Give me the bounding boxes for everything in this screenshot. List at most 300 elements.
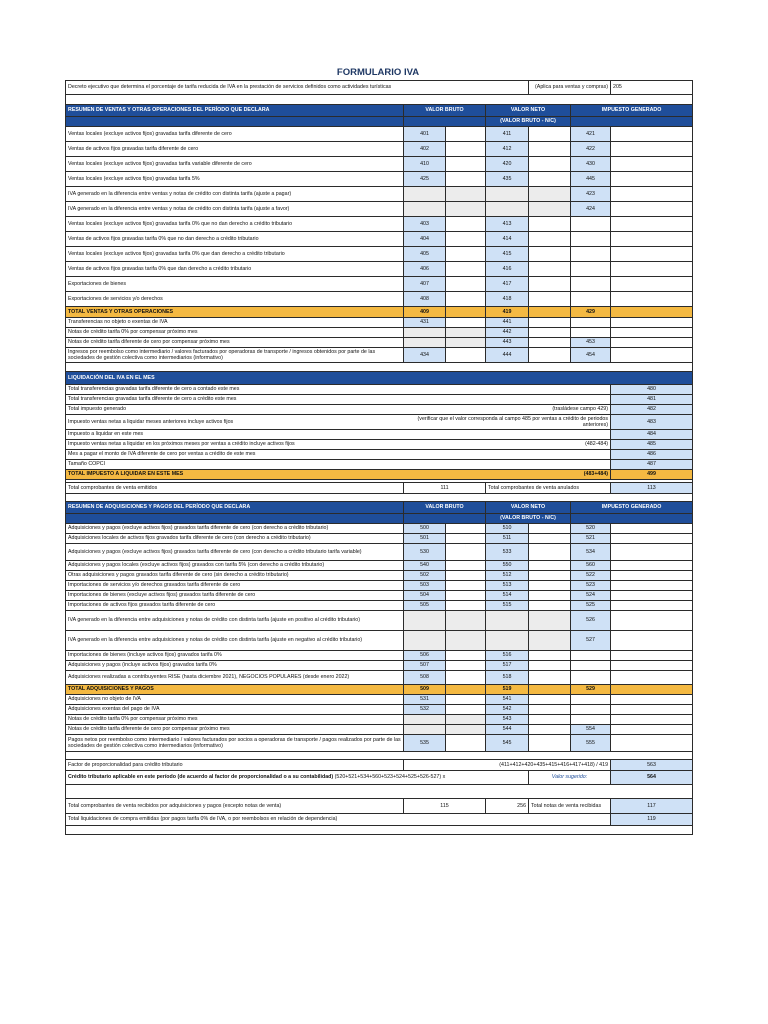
code-bruto: 503 <box>404 581 446 591</box>
code-neto: 413 <box>486 217 529 232</box>
value-bruto[interactable] <box>446 735 486 752</box>
value-neto[interactable] <box>529 534 571 544</box>
value-bruto[interactable] <box>446 524 486 534</box>
code-bruto: 502 <box>404 571 446 581</box>
value-bruto[interactable] <box>446 307 486 318</box>
code-bruto: 501 <box>404 534 446 544</box>
value-bruto[interactable] <box>446 685 486 695</box>
code-impuesto <box>571 217 611 232</box>
code-neto: 415 <box>486 247 529 262</box>
value-neto[interactable] <box>529 292 571 307</box>
value-neto[interactable] <box>529 232 571 247</box>
value-neto[interactable] <box>529 661 571 671</box>
code: 482 <box>611 405 693 415</box>
value-bruto[interactable] <box>446 232 486 247</box>
row-label: Notas de crédito tarifa diferente de cero por compensar próximo mes <box>66 338 404 348</box>
table-row <box>66 631 693 651</box>
value-impuesto <box>611 232 693 247</box>
table-row <box>66 187 693 202</box>
code-bruto: 402 <box>404 142 446 157</box>
row-label: Mes a pagar el monto de IVA diferente de cero por ventas a crédito de este mes <box>66 450 404 460</box>
code-impuesto: 424 <box>571 202 611 217</box>
value-bruto[interactable] <box>446 651 486 661</box>
blank <box>66 117 404 127</box>
code: 111 <box>404 483 486 494</box>
value-impuesto[interactable] <box>611 307 693 318</box>
row-label: Importaciones de servicios y/o derechos gravados tarifa diferente de cero <box>66 581 404 591</box>
code-neto: 417 <box>486 277 529 292</box>
value-impuesto[interactable] <box>611 157 693 172</box>
code-bruto: 405 <box>404 247 446 262</box>
comprobantes-compra-row <box>66 799 693 814</box>
code-impuesto: 534 <box>571 544 611 561</box>
code-bruto <box>404 631 446 651</box>
value-impuesto[interactable] <box>611 142 693 157</box>
code-neto: 519 <box>486 685 529 695</box>
row-label: Ventas locales (excluye activos fijos) gravadas tarifa variable diferente de cero <box>66 157 404 172</box>
value-neto[interactable] <box>529 328 571 338</box>
table-row <box>66 581 693 591</box>
value-neto[interactable] <box>529 142 571 157</box>
value-bruto <box>446 611 486 631</box>
value-impuesto[interactable] <box>611 187 693 202</box>
code: 117 <box>611 799 693 814</box>
value-impuesto[interactable] <box>611 338 693 348</box>
value-neto[interactable] <box>529 571 571 581</box>
code-neto: 533 <box>486 544 529 561</box>
table-row <box>66 705 693 715</box>
form-table <box>65 80 693 835</box>
code: 484 <box>611 430 693 440</box>
code-impuesto <box>571 671 611 685</box>
blank <box>404 117 486 127</box>
end-row <box>66 826 693 835</box>
value-bruto <box>446 725 486 735</box>
code-bruto: 410 <box>404 157 446 172</box>
code-bruto: 434 <box>404 348 446 363</box>
row-label: Total liquidaciones de compra emitidas (por pagos tarifa 0% de IVA, o por reembolsos en relación de dependencia) <box>66 814 611 826</box>
value-neto[interactable] <box>529 725 571 735</box>
value-impuesto[interactable] <box>611 631 693 651</box>
value-bruto <box>446 328 486 338</box>
value-bruto[interactable] <box>446 217 486 232</box>
row-note <box>404 460 611 470</box>
table-row <box>66 338 693 348</box>
iva-form-sheet <box>65 65 691 835</box>
liquidacion-header <box>66 372 693 385</box>
code-impuesto <box>571 328 611 338</box>
value-bruto[interactable] <box>446 277 486 292</box>
code-bruto: 504 <box>404 591 446 601</box>
code-impuesto <box>571 247 611 262</box>
value-neto[interactable] <box>529 524 571 534</box>
value-impuesto <box>611 671 693 685</box>
code-bruto: 535 <box>404 735 446 752</box>
table-row <box>66 232 693 247</box>
ventas-subheader <box>66 117 693 127</box>
row-label: Total comprobantes de venta anulados <box>486 483 611 494</box>
table-row <box>66 217 693 232</box>
value-neto[interactable] <box>529 277 571 292</box>
code-impuesto: 523 <box>571 581 611 591</box>
value-bruto[interactable] <box>446 247 486 262</box>
code-bruto <box>404 328 446 338</box>
table-row <box>66 395 693 405</box>
value-neto[interactable] <box>529 591 571 601</box>
code-bruto: 431 <box>404 318 446 328</box>
section-title: LIQUIDACIÓN DEL IVA EN EL MES <box>66 372 693 385</box>
row-note: (trasládese campo 429) <box>404 405 611 415</box>
row-label: Adquisiciones realizadas a contribuyentes RISE (hasta diciembre 2021), NEGOCIOS POPULARES (desde enero 2022) <box>66 671 404 685</box>
table-row <box>66 524 693 534</box>
value-impuesto <box>611 328 693 338</box>
value-neto[interactable] <box>529 671 571 685</box>
value-bruto[interactable] <box>446 601 486 611</box>
row-label: Adquisiciones y pagos (incluye activos fijos) gravados tarifa 0% <box>66 661 404 671</box>
value-neto[interactable] <box>529 544 571 561</box>
code-impuesto: 445 <box>571 172 611 187</box>
col-valor-bruto: VALOR BRUTO <box>404 105 486 117</box>
code-neto: 443 <box>486 338 529 348</box>
code-neto: 517 <box>486 661 529 671</box>
value-neto <box>529 187 571 202</box>
value-impuesto[interactable] <box>611 725 693 735</box>
code-bruto <box>404 715 446 725</box>
value-bruto[interactable] <box>446 318 486 328</box>
code-neto: 543 <box>486 715 529 725</box>
comprobantes-row <box>66 483 693 494</box>
row-label: Impuesto ventas netas a liquidar en los próximos meses por ventas a crédito incluye activos fijos <box>66 440 404 450</box>
value-neto[interactable] <box>529 735 571 752</box>
row-label: Ventas de activos fijos gravadas tarifa 0% que no dan derecho a crédito tributario <box>66 232 404 247</box>
code-bruto: 530 <box>404 544 446 561</box>
value-impuesto <box>611 217 693 232</box>
code-impuesto <box>571 232 611 247</box>
credito-row <box>66 771 693 785</box>
table-row <box>66 172 693 187</box>
row-note: (verificar que el valor corresponda al campo 485 por ventas a crédito de periodos anteriores) <box>404 415 611 430</box>
row-label: Exportaciones de servicios y/o derechos <box>66 292 404 307</box>
code-impuesto: 429 <box>571 307 611 318</box>
value-bruto[interactable] <box>446 591 486 601</box>
value-neto[interactable] <box>529 651 571 661</box>
value-impuesto <box>611 715 693 725</box>
code-bruto: 540 <box>404 561 446 571</box>
code-bruto <box>404 611 446 631</box>
total-row <box>66 470 693 480</box>
code-impuesto: 453 <box>571 338 611 348</box>
value-impuesto[interactable] <box>611 601 693 611</box>
value-neto[interactable] <box>529 262 571 277</box>
code-neto: 411 <box>486 127 529 142</box>
factor-row <box>66 760 693 771</box>
code-bruto: 404 <box>404 232 446 247</box>
code-neto: 435 <box>486 172 529 187</box>
table-row <box>66 247 693 262</box>
code-impuesto <box>571 262 611 277</box>
spacer-row <box>66 785 693 799</box>
row-note <box>404 395 611 405</box>
value-impuesto[interactable] <box>611 202 693 217</box>
value-impuesto <box>611 277 693 292</box>
value-bruto[interactable] <box>446 661 486 671</box>
table-row <box>66 715 693 725</box>
value-neto[interactable] <box>529 561 571 571</box>
value-bruto[interactable] <box>446 157 486 172</box>
blank <box>404 514 486 524</box>
code-bruto <box>404 202 446 217</box>
value-bruto[interactable] <box>446 544 486 561</box>
table-row <box>66 460 693 470</box>
col-valor-neto: VALOR NETO <box>486 502 571 514</box>
row-note <box>404 450 611 460</box>
table-row <box>66 695 693 705</box>
value-impuesto <box>611 247 693 262</box>
code-neto <box>486 202 529 217</box>
row-label: Pagos netos por reembolso como intermediario / valores facturados por socios a operadoras de transporte / pagos realizados por parte de las sociedades de gestión colectiva como intermediarios (informativo) <box>66 735 404 752</box>
value-impuesto[interactable] <box>611 571 693 581</box>
value-impuesto[interactable] <box>611 581 693 591</box>
value-neto[interactable] <box>529 348 571 363</box>
value-bruto[interactable] <box>446 172 486 187</box>
value-impuesto <box>611 318 693 328</box>
row-label: Adquisiciones locales de activos fijos gravados tarifa diferente de cero (con derecho a crédito tributario) <box>66 534 404 544</box>
value-bruto[interactable] <box>446 262 486 277</box>
table-row <box>66 671 693 685</box>
adquisiciones-header <box>66 502 693 514</box>
row-label: Ventas locales (excluye activos fijos) gravadas tarifa diferente de cero <box>66 127 404 142</box>
code: 481 <box>611 395 693 405</box>
value-bruto[interactable] <box>446 571 486 581</box>
row-note <box>404 385 611 395</box>
value-impuesto[interactable] <box>611 685 693 695</box>
col-valor-neto: VALOR NETO <box>486 105 571 117</box>
row-label: Transferencias no objeto o exentas de IVA <box>66 318 404 328</box>
code-neto: 516 <box>486 651 529 661</box>
table-row <box>66 725 693 735</box>
value-neto[interactable] <box>529 601 571 611</box>
value-neto[interactable] <box>529 217 571 232</box>
value-bruto[interactable] <box>446 695 486 705</box>
table-row <box>66 601 693 611</box>
value-neto[interactable] <box>529 695 571 705</box>
code-bruto: 425 <box>404 172 446 187</box>
value-bruto[interactable] <box>446 534 486 544</box>
code-impuesto: 525 <box>571 601 611 611</box>
value-bruto[interactable] <box>446 127 486 142</box>
value-neto[interactable] <box>529 157 571 172</box>
code-bruto: 532 <box>404 705 446 715</box>
row-label: TOTAL VENTAS Y OTRAS OPERACIONES <box>66 307 404 318</box>
code-impuesto <box>571 651 611 661</box>
code-impuesto: 526 <box>571 611 611 631</box>
code-neto: 512 <box>486 571 529 581</box>
row-label: Adquisiciones y pagos (excluye activos fijos) gravados tarifa diferente de cero (con derecho a crédito tributario) <box>66 524 404 534</box>
table-row <box>66 318 693 328</box>
code-neto <box>486 631 529 651</box>
code-impuesto <box>571 292 611 307</box>
value-impuesto[interactable] <box>611 348 693 363</box>
code-impuesto: 527 <box>571 631 611 651</box>
table-row <box>66 277 693 292</box>
code-neto: 545 <box>486 735 529 752</box>
value-neto[interactable] <box>529 705 571 715</box>
row-label: Impuesto a liquidar en este mes <box>66 430 404 440</box>
value-bruto[interactable] <box>446 561 486 571</box>
row-label: Exportaciones de bienes <box>66 277 404 292</box>
value-bruto <box>446 202 486 217</box>
code-bruto: 409 <box>404 307 446 318</box>
row-label: Factor de proporcionalidad para crédito tributario <box>66 760 404 771</box>
code-bruto: 408 <box>404 292 446 307</box>
value-bruto[interactable] <box>446 705 486 715</box>
spacer-row <box>66 363 693 372</box>
value-neto[interactable] <box>529 338 571 348</box>
row-label: Importaciones de activos fijos gravados tarifa diferente de cero <box>66 601 404 611</box>
code-neto: 511 <box>486 534 529 544</box>
table-row <box>66 571 693 581</box>
value-neto[interactable] <box>529 307 571 318</box>
value-bruto[interactable] <box>446 142 486 157</box>
value-bruto <box>446 715 486 725</box>
table-row <box>66 544 693 561</box>
value-bruto[interactable] <box>446 671 486 685</box>
row-label: Otras adquisiciones y pagos gravados tarifa diferente de cero (sin derecho a crédito tributario) <box>66 571 404 581</box>
row-label: IVA generado en la diferencia entre ventas y notas de crédito con distinta tarifa (ajuste a favor) <box>66 202 404 217</box>
decree-note: (Aplica para ventas y compras) <box>529 81 611 95</box>
code: 483 <box>611 415 693 430</box>
code-impuesto: 422 <box>571 142 611 157</box>
table-row <box>66 591 693 601</box>
row-label: IVA generado en la diferencia entre ventas y notas de crédito con distinta tarifa (ajuste a pagar) <box>66 187 404 202</box>
row-label: Adquisiciones exentas del pago de IVA <box>66 705 404 715</box>
row-label: IVA generado en la diferencia entre adquisiciones y notas de crédito con distinta tarifa (ajuste en negativo al crédito tributario) <box>66 631 404 651</box>
code-impuesto <box>571 318 611 328</box>
code: 499 <box>611 470 693 480</box>
spacer-row <box>66 494 693 502</box>
row-label: Importaciones de bienes (excluye activos fijos) gravados tarifa diferente de cero <box>66 591 404 601</box>
table-row <box>66 651 693 661</box>
row-note: (483+484) <box>404 470 611 480</box>
value-impuesto <box>611 651 693 661</box>
code: 563 <box>611 760 693 771</box>
row-note: (482-484) <box>404 440 611 450</box>
value-neto[interactable] <box>529 685 571 695</box>
code: 115 <box>404 799 486 814</box>
value-impuesto[interactable] <box>611 735 693 752</box>
value-impuesto <box>611 262 693 277</box>
value-neto <box>529 611 571 631</box>
table-row <box>66 561 693 571</box>
code-neto: 442 <box>486 328 529 338</box>
row-label: Notas de crédito tarifa 0% por compensar próximo mes <box>66 328 404 338</box>
row-label: Notas de crédito tarifa diferente de cero por compensar próximo mes <box>66 725 404 735</box>
row-label: Total impuesto generado <box>66 405 404 415</box>
table-row <box>66 142 693 157</box>
row-label: Ventas locales (excluye activos fijos) gravadas tarifa 5% <box>66 172 404 187</box>
code: 564 <box>611 771 693 785</box>
code-neto: 542 <box>486 705 529 715</box>
blank <box>571 117 693 127</box>
code-neto: 416 <box>486 262 529 277</box>
code-neto: 544 <box>486 725 529 735</box>
code-bruto: 506 <box>404 651 446 661</box>
col-neto-sub: (VALOR BRUTO - N/C) <box>486 514 571 524</box>
decree-code: 205 <box>611 81 693 95</box>
code-impuesto <box>571 695 611 705</box>
value-bruto[interactable] <box>446 581 486 591</box>
value-neto[interactable] <box>529 127 571 142</box>
code-bruto: 403 <box>404 217 446 232</box>
value-bruto[interactable] <box>446 348 486 363</box>
value-neto[interactable] <box>529 247 571 262</box>
code-neto: 420 <box>486 157 529 172</box>
code-impuesto: 521 <box>571 534 611 544</box>
table-row <box>66 534 693 544</box>
value-neto[interactable] <box>529 715 571 725</box>
value-impuesto[interactable] <box>611 127 693 142</box>
code-impuesto <box>571 715 611 725</box>
code-bruto: 407 <box>404 277 446 292</box>
value-impuesto[interactable] <box>611 591 693 601</box>
value-impuesto[interactable] <box>611 611 693 631</box>
code-bruto: 507 <box>404 661 446 671</box>
value-neto[interactable] <box>529 581 571 591</box>
code-neto: 419 <box>486 307 529 318</box>
value-impuesto[interactable] <box>611 524 693 534</box>
row-note <box>404 430 611 440</box>
table-row <box>66 735 693 752</box>
code-bruto <box>404 187 446 202</box>
code-neto: 514 <box>486 591 529 601</box>
value-neto[interactable] <box>529 318 571 328</box>
value-impuesto[interactable] <box>611 544 693 561</box>
value-bruto <box>446 631 486 651</box>
row-label: Total comprobantes de venta emitidos <box>66 483 404 494</box>
code-bruto: 509 <box>404 685 446 695</box>
code-bruto: 531 <box>404 695 446 705</box>
value-impuesto[interactable] <box>611 561 693 571</box>
value-impuesto <box>611 661 693 671</box>
code: 256 <box>486 799 529 814</box>
table-row <box>66 661 693 671</box>
code-impuesto: 555 <box>571 735 611 752</box>
spacer <box>66 95 693 105</box>
formula: (411+412+420+435+415+416+417+418) / 419 <box>404 760 611 771</box>
row-label: Impuesto ventas netas a liquidar meses anteriores incluye activos fijos <box>66 415 404 430</box>
value-impuesto[interactable] <box>611 172 693 187</box>
spacer <box>66 752 693 760</box>
code-neto: 541 <box>486 695 529 705</box>
code-bruto: 508 <box>404 671 446 685</box>
value-bruto[interactable] <box>446 292 486 307</box>
row-label: Total notas de venta recibidas <box>529 799 611 814</box>
code-bruto <box>404 725 446 735</box>
adquisiciones-subheader <box>66 514 693 524</box>
code-bruto: 505 <box>404 601 446 611</box>
table-row <box>66 415 693 430</box>
suggested-label: Valor sugerido: <box>529 771 611 785</box>
decree-row <box>66 81 693 95</box>
table-row <box>66 292 693 307</box>
table-row <box>66 430 693 440</box>
code-neto: 441 <box>486 318 529 328</box>
total-row <box>66 307 693 318</box>
value-impuesto[interactable] <box>611 534 693 544</box>
value-neto[interactable] <box>529 172 571 187</box>
table-row <box>66 385 693 395</box>
code: 119 <box>611 814 693 826</box>
